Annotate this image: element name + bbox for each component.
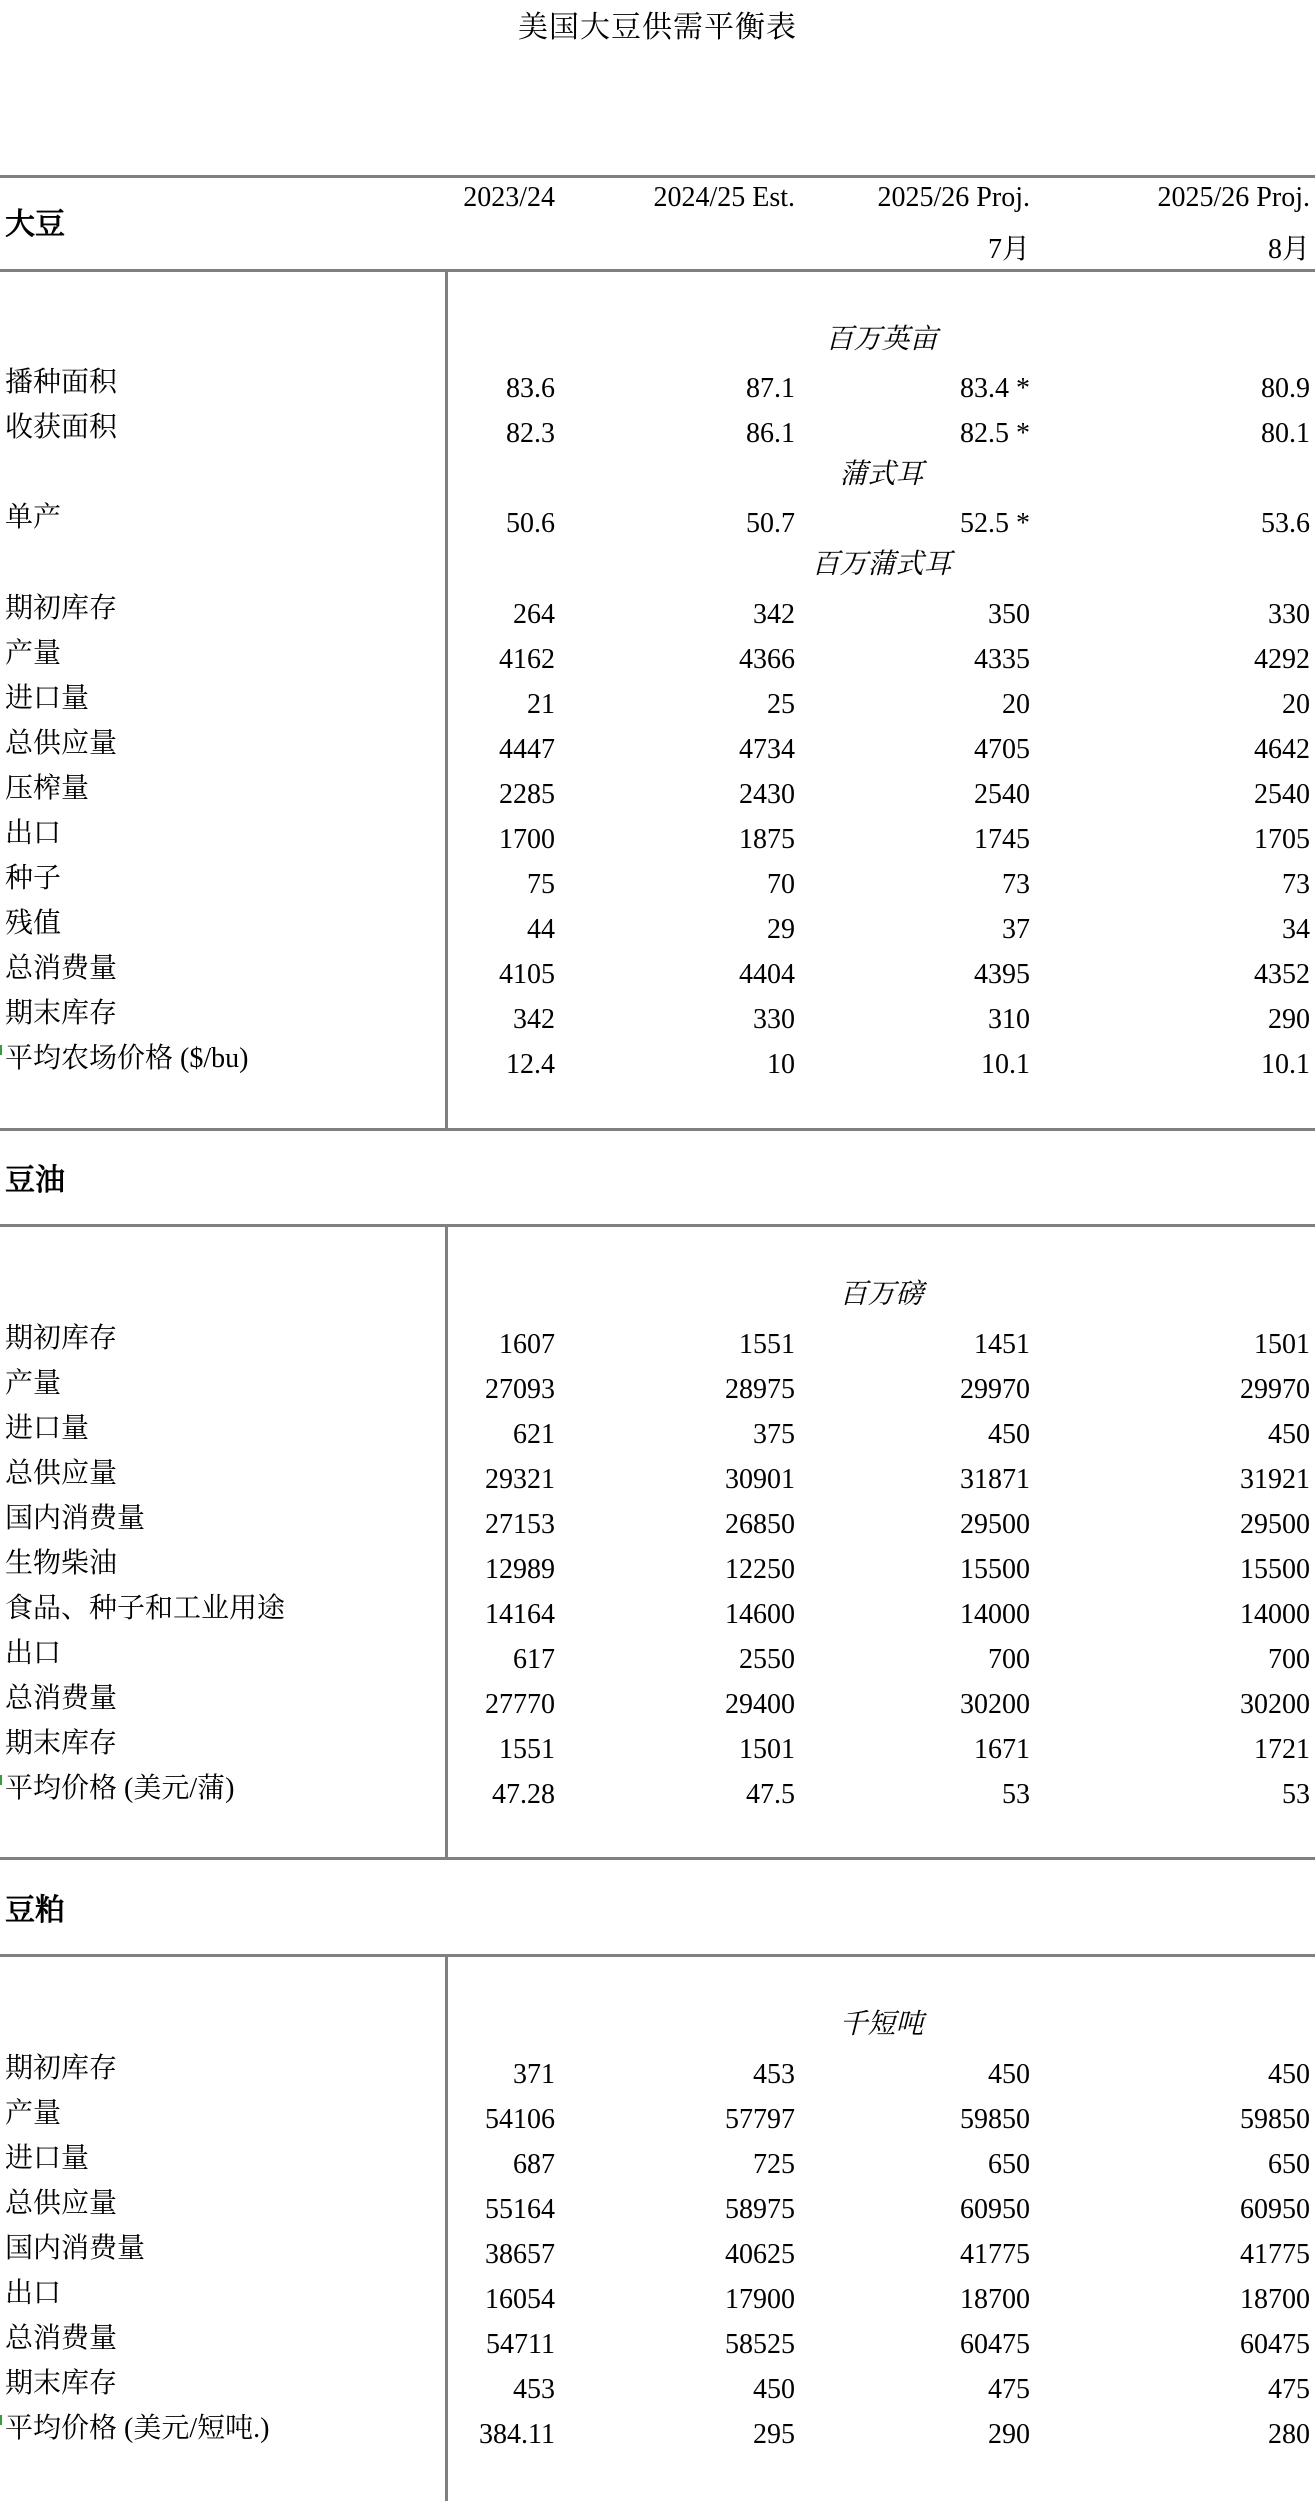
row-value: 29: [767, 914, 795, 945]
row-value: 29500: [960, 1509, 1030, 1540]
row-value: 80.1: [1261, 418, 1310, 449]
row-value: 47.28: [492, 1779, 555, 1810]
row-value: 17900: [725, 2284, 795, 2315]
row-label: 总消费量: [5, 1683, 118, 1714]
unit-label-million-bushels: 百万蒲式耳: [811, 549, 952, 580]
row-value: 29970: [960, 1374, 1030, 1405]
row-value: 53: [1002, 1779, 1030, 1810]
row-value: 60950: [960, 2194, 1030, 2225]
row-value: 50.6: [506, 508, 555, 539]
unit-label-bushels: 蒲式耳: [839, 459, 924, 490]
row-value: 290: [988, 2419, 1030, 2450]
row-value: 453: [513, 2374, 555, 2405]
row-value: 41775: [1240, 2239, 1310, 2270]
row-value: 27153: [485, 1509, 555, 1540]
row-value: 18700: [960, 2284, 1030, 2315]
row-value: 650: [988, 2149, 1030, 2180]
row-value: 53.6: [1261, 508, 1310, 539]
row-value: 14000: [960, 1599, 1030, 1630]
row-label: 收获面积: [5, 412, 118, 443]
row-value: 650: [1268, 2149, 1310, 2180]
row-label: 食品、种子和工业用途: [5, 1593, 286, 1624]
row-value: 14164: [485, 1599, 555, 1630]
row-value: 41775: [960, 2239, 1030, 2270]
row-value: 1671: [974, 1734, 1030, 1765]
column-header-2025-26-aug: 2025/26 Proj.: [1157, 182, 1310, 213]
row-value: 621: [513, 1419, 555, 1450]
row-value: 29400: [725, 1689, 795, 1720]
row-value: 1551: [739, 1329, 795, 1360]
row-value: 57797: [725, 2104, 795, 2135]
row-value: 4404: [739, 959, 795, 990]
row-value: 31921: [1240, 1464, 1310, 1495]
page-title: 美国大豆供需平衡表: [518, 11, 797, 44]
row-value: 2540: [1254, 779, 1310, 810]
row-value: 86.1: [746, 418, 795, 449]
unit-label-million-pounds: 百万磅: [839, 1279, 924, 1310]
row-label: 期末库存: [5, 1728, 118, 1759]
row-value: 54711: [486, 2329, 555, 2360]
header-bottom-rule: [0, 269, 1315, 272]
row-value: 53: [1282, 1779, 1310, 1810]
column-header-2024-25: 2024/25 Est.: [653, 182, 795, 213]
row-value: 83.6: [506, 373, 555, 404]
row-value: 60950: [1240, 2194, 1310, 2225]
row-value: 1721: [1254, 1734, 1310, 1765]
row-label: 压榨量: [5, 773, 90, 804]
section-label-soyoil: 豆油: [5, 1164, 65, 1197]
row-value: 58975: [725, 2194, 795, 2225]
row-value: 4105: [499, 959, 555, 990]
row-value: 1700: [499, 824, 555, 855]
row-value: 2430: [739, 779, 795, 810]
column-header-2025-26-jul: 2025/26 Proj.: [877, 182, 1030, 213]
row-value: 12989: [485, 1554, 555, 1585]
row-value: 4447: [499, 734, 555, 765]
row-label: 残值: [5, 908, 62, 939]
column-subheader-aug: 8月: [1267, 234, 1310, 265]
row-value: 58525: [725, 2329, 795, 2360]
row-value: 27770: [485, 1689, 555, 1720]
row-value: 12250: [725, 1554, 795, 1585]
row-value: 40625: [725, 2239, 795, 2270]
row-value: 83.4 *: [960, 373, 1030, 404]
row-value: 4352: [1254, 959, 1310, 990]
unit-label-million-acres: 百万英亩: [825, 324, 938, 355]
row-value: 4642: [1254, 734, 1310, 765]
row-value: 450: [1268, 1419, 1310, 1450]
cell-comment-marker: [0, 2415, 6, 2425]
row-value: 4292: [1254, 644, 1310, 675]
row-value: 280: [1268, 2419, 1310, 2450]
row-value: 10.1: [1261, 1049, 1310, 1080]
row-value: 290: [1268, 1004, 1310, 1035]
row-label: 总供应量: [5, 1458, 118, 1489]
row-value: 82.3: [506, 418, 555, 449]
row-label: 产量: [5, 2098, 62, 2129]
row-value: 384.11: [479, 2419, 555, 2450]
row-value: 342: [753, 599, 795, 630]
row-label: 生物柴油: [5, 1548, 118, 1579]
row-value: 450: [753, 2374, 795, 2405]
row-value: 14000: [1240, 1599, 1310, 1630]
row-label: 期初库存: [5, 593, 118, 624]
row-value: 342: [513, 1004, 555, 1035]
row-label: 平均农场价格 ($/bu): [5, 1043, 249, 1074]
row-value: 59850: [1240, 2104, 1310, 2135]
row-label: 总供应量: [5, 2188, 118, 2219]
row-value: 29321: [485, 1464, 555, 1495]
row-value: 4366: [739, 644, 795, 675]
row-value: 1501: [1254, 1329, 1310, 1360]
cell-comment-marker: [0, 1775, 6, 1785]
row-value: 59850: [960, 2104, 1030, 2135]
row-label: 期初库存: [5, 2053, 118, 2084]
section-label-soymeal: 豆粕: [5, 1894, 65, 1927]
row-value: 18700: [1240, 2284, 1310, 2315]
row-value: 2550: [739, 1644, 795, 1675]
row-label: 总供应量: [5, 728, 118, 759]
row-value: 475: [988, 2374, 1030, 2405]
row-value: 4734: [739, 734, 795, 765]
soybean-bottom-rule: [0, 1128, 1315, 1131]
soyoil-top-rule: [0, 1224, 1315, 1227]
row-value: 330: [753, 1004, 795, 1035]
row-label: 出口: [5, 818, 62, 849]
row-value: 2540: [974, 779, 1030, 810]
soymeal-top-rule: [0, 1954, 1315, 1957]
row-value: 1875: [739, 824, 795, 855]
row-value: 26850: [725, 1509, 795, 1540]
row-value: 29970: [1240, 1374, 1310, 1405]
row-value: 453: [753, 2059, 795, 2090]
row-value: 25: [767, 689, 795, 720]
row-value: 350: [988, 599, 1030, 630]
row-label: 播种面积: [5, 367, 118, 398]
row-label: 出口: [5, 2278, 62, 2309]
row-value: 2285: [499, 779, 555, 810]
row-label: 期末库存: [5, 2368, 118, 2399]
row-value: 4395: [974, 959, 1030, 990]
row-value: 1607: [499, 1329, 555, 1360]
row-label: 国内消费量: [5, 2233, 146, 2264]
row-value: 1551: [499, 1734, 555, 1765]
row-label: 单产: [5, 502, 62, 533]
row-value: 34: [1282, 914, 1310, 945]
row-value: 47.5: [746, 1779, 795, 1810]
row-value: 617: [513, 1644, 555, 1675]
column-subheader-jul: 7月: [987, 234, 1030, 265]
row-value: 37: [1002, 914, 1030, 945]
column-header-2023-24: 2023/24: [463, 182, 555, 213]
row-label: 出口: [5, 1638, 62, 1669]
row-value: 1501: [739, 1734, 795, 1765]
row-value: 30901: [725, 1464, 795, 1495]
row-value: 60475: [960, 2329, 1030, 2360]
cell-comment-marker: [0, 1045, 6, 1055]
row-label: 期初库存: [5, 1323, 118, 1354]
row-value: 450: [988, 2059, 1030, 2090]
row-value: 310: [988, 1004, 1030, 1035]
row-label: 种子: [5, 863, 62, 894]
row-value: 73: [1002, 869, 1030, 900]
row-value: 450: [1268, 2059, 1310, 2090]
row-value: 27093: [485, 1374, 555, 1405]
row-value: 50.7: [746, 508, 795, 539]
row-value: 70: [767, 869, 795, 900]
row-value: 87.1: [746, 373, 795, 404]
row-value: 15500: [960, 1554, 1030, 1585]
row-value: 700: [988, 1644, 1030, 1675]
row-label: 进口量: [5, 1413, 90, 1444]
row-label: 产量: [5, 1368, 62, 1399]
row-value: 330: [1268, 599, 1310, 630]
row-value: 20: [1002, 689, 1030, 720]
row-value: 4162: [499, 644, 555, 675]
row-label: 进口量: [5, 2143, 90, 2174]
column-divider-soyoil: [445, 1227, 448, 1857]
row-value: 44: [527, 914, 555, 945]
row-value: 475: [1268, 2374, 1310, 2405]
row-value: 10: [767, 1049, 795, 1080]
row-value: 375: [753, 1419, 795, 1450]
row-value: 21: [527, 689, 555, 720]
row-value: 73: [1282, 869, 1310, 900]
row-value: 450: [988, 1419, 1030, 1450]
row-value: 1705: [1254, 824, 1310, 855]
unit-label-thousand-short-tons: 千短吨: [839, 2009, 924, 2040]
row-value: 687: [513, 2149, 555, 2180]
row-value: 16054: [485, 2284, 555, 2315]
row-value: 1745: [974, 824, 1030, 855]
row-value: 725: [753, 2149, 795, 2180]
row-value: 80.9: [1261, 373, 1310, 404]
row-label: 期末库存: [5, 998, 118, 1029]
column-divider-soybeans: [445, 272, 448, 1129]
row-label: 平均价格 (美元/蒲): [5, 1773, 235, 1804]
row-value: 31871: [960, 1464, 1030, 1495]
row-value: 700: [1268, 1644, 1310, 1675]
row-label: 平均价格 (美元/短吨.): [5, 2413, 270, 2444]
row-label: 产量: [5, 638, 62, 669]
row-label: 总消费量: [5, 2323, 118, 2354]
row-value: 75: [527, 869, 555, 900]
row-value: 28975: [725, 1374, 795, 1405]
row-value: 29500: [1240, 1509, 1310, 1540]
soyoil-bottom-rule: [0, 1857, 1315, 1860]
row-value: 20: [1282, 689, 1310, 720]
row-value: 55164: [485, 2194, 555, 2225]
row-value: 10.1: [981, 1049, 1030, 1080]
row-value: 60475: [1240, 2329, 1310, 2360]
row-value: 4705: [974, 734, 1030, 765]
row-value: 14600: [725, 1599, 795, 1630]
header-top-rule: [0, 175, 1315, 178]
row-value: 295: [753, 2419, 795, 2450]
section-label-soybeans: 大豆: [5, 208, 65, 241]
row-value: 264: [513, 599, 555, 630]
row-value: 82.5 *: [960, 418, 1030, 449]
row-value: 15500: [1240, 1554, 1310, 1585]
row-value: 30200: [960, 1689, 1030, 1720]
row-label: 总消费量: [5, 953, 118, 984]
row-label: 国内消费量: [5, 1503, 146, 1534]
row-value: 52.5 *: [960, 508, 1030, 539]
row-value: 12.4: [506, 1049, 555, 1080]
row-value: 54106: [485, 2104, 555, 2135]
row-value: 4335: [974, 644, 1030, 675]
row-label: 进口量: [5, 683, 90, 714]
row-value: 1451: [974, 1329, 1030, 1360]
row-value: 30200: [1240, 1689, 1310, 1720]
row-value: 38657: [485, 2239, 555, 2270]
row-value: 371: [513, 2059, 555, 2090]
